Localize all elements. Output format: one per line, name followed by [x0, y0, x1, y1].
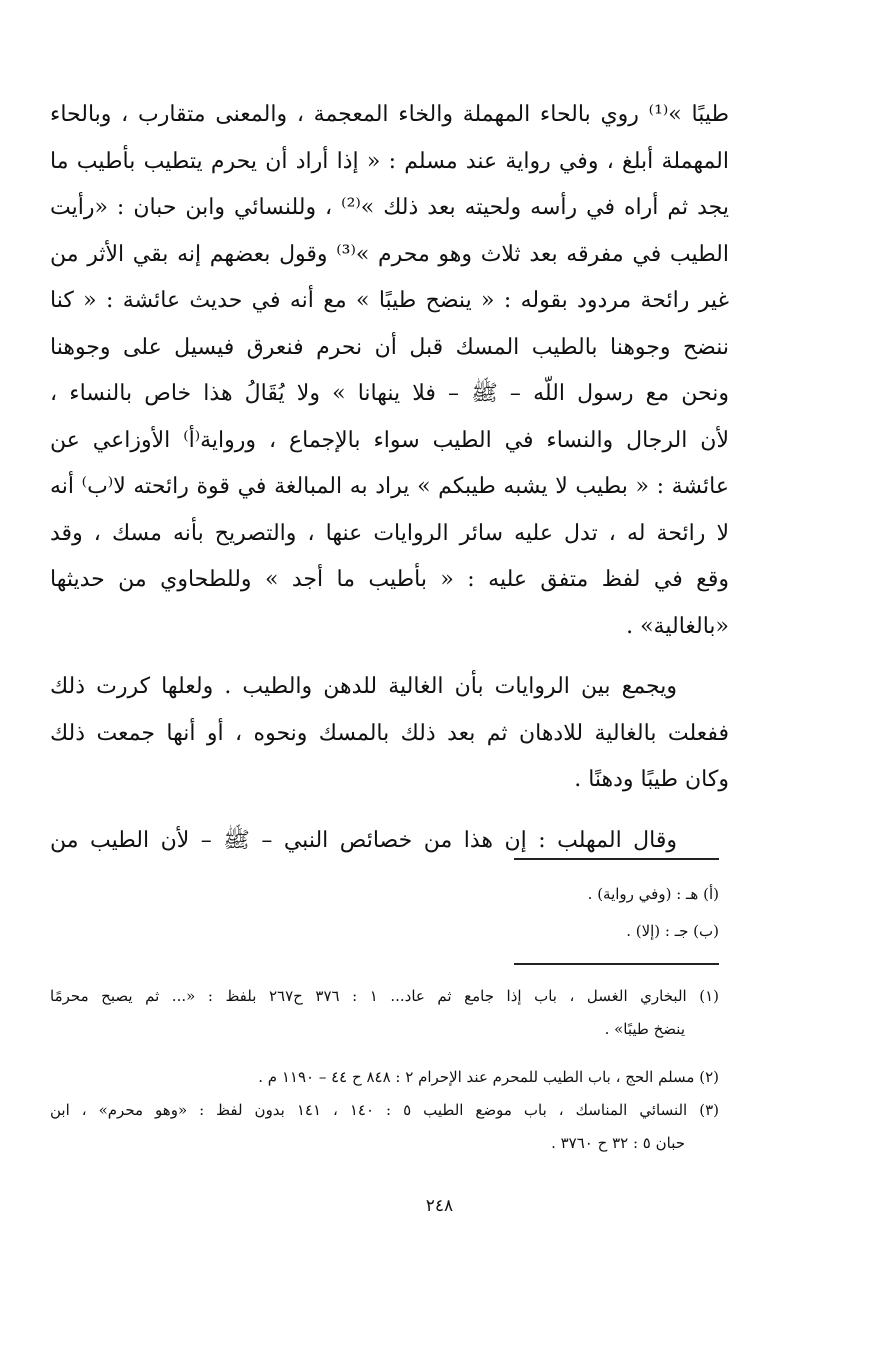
text-line: لأن الرجال والنساء في الطيب سواء بالإجماع ، ورواية⁽أ⁾ الأوزاعي عن: [50, 427, 729, 453]
footnote: [50, 1061, 719, 1094]
notes-divider: [514, 858, 719, 860]
text-line: طيبًا »⁽¹⁾ روي بالحاء المهملة والخاء المعجمة ، والمعنى متقارب ، وبالحاء: [50, 102, 729, 127]
footnote-line: حبان ٥ : ٣٢ ح ٣٧٦٠ .: [551, 1134, 685, 1152]
text-line: ويجمع بين الروايات بأن الغالية للدهن والطيب . ولعلها كررت ذلك: [50, 674, 677, 699]
variant-note: (أ) هـ : (وفي رواية) .: [587, 885, 719, 903]
footnote-line: (١) البخاري الغسل ، باب إذا جامع ثم عاد... ١ : ٣٧٦ ح٢٦٧ بلفظ : «... ثم يصبح محرمًا: [50, 987, 719, 1005]
footnote-line: (٢) مسلم الحج ، باب الطيب للمحرم عند الإحرام ٢ : ٨٤٨ ح ٤٤ – ١١٩٠ م .: [258, 1068, 719, 1086]
variant-note: (ب) جـ : (إلا) .: [626, 922, 719, 940]
text-line: «بالغالية» .: [626, 613, 729, 639]
text-line: ونحن مع رسول اللّه – ﷺ – فلا ينهانا » ولا يُقَالُ هذا خاص بالنساء ،: [50, 381, 729, 406]
footnote-line: (٣) النسائي المناسك ، باب موضع الطيب ٥ : ١٤٠ ، ١٤١ بدون لفظ : «وهو محرم» ، ابن: [50, 1101, 719, 1119]
text-line: وقال المهلب : إن هذا من خصائص النبي – ﷺ – لأن الطيب من: [50, 827, 677, 853]
text-line: لا رائحة له ، تدل عليه سائر الروايات عنها ، والتصريح بأنه مسك ، وقد: [50, 520, 729, 546]
page-number: ٢٤٨: [425, 1196, 454, 1216]
text-line: المهملة أبلغ ، وفي رواية عند مسلم : « إذا أراد أن يحرم يتطيب بأطيب ما: [50, 148, 729, 174]
text-line: عائشة : « بطيب لا يشبه طيبكم » يراد به المبالغة في قوة رائحته لا⁽ب⁾ أنه: [50, 474, 729, 499]
text-line: يجد ثم أراه في رأسه ولحيته بعد ذلك »⁽²⁾ ، وللنسائي وابن حبان : «رأيت: [50, 195, 729, 220]
footnote-line: ينضخ طيبًا» .: [604, 1020, 685, 1038]
text-line: الطيب في مفرقه بعد ثلاث وهو محرم »⁽³⁾ وقول بعضهم إنه بقي الأثر من: [50, 241, 729, 267]
text-line: وكان طيبًا ودهنًا .: [574, 767, 729, 792]
footnote: [50, 980, 719, 1046]
text-line: غير رائحة مردود بقوله : « ينضح طيبًا » مع أنه في حديث عائشة : « كنا: [50, 288, 729, 313]
main-text: [50, 92, 729, 864]
footnote: [50, 1094, 719, 1160]
footnotes-divider: [514, 963, 719, 965]
text-line: وقع في لفظ متفق عليه : « بأطيب ما أجد » وللطحاوي من حديثها: [50, 567, 729, 592]
text-line: ففعلت بالغالية للادهان ثم بعد ذلك بالمسك ونحوه ، أو أنها جمعت ذلك: [50, 720, 729, 746]
text-line: ننضح وجوهنا بالطيب المسك قبل أن نحرم فنعرق فيسيل على وجوهنا: [50, 334, 729, 360]
